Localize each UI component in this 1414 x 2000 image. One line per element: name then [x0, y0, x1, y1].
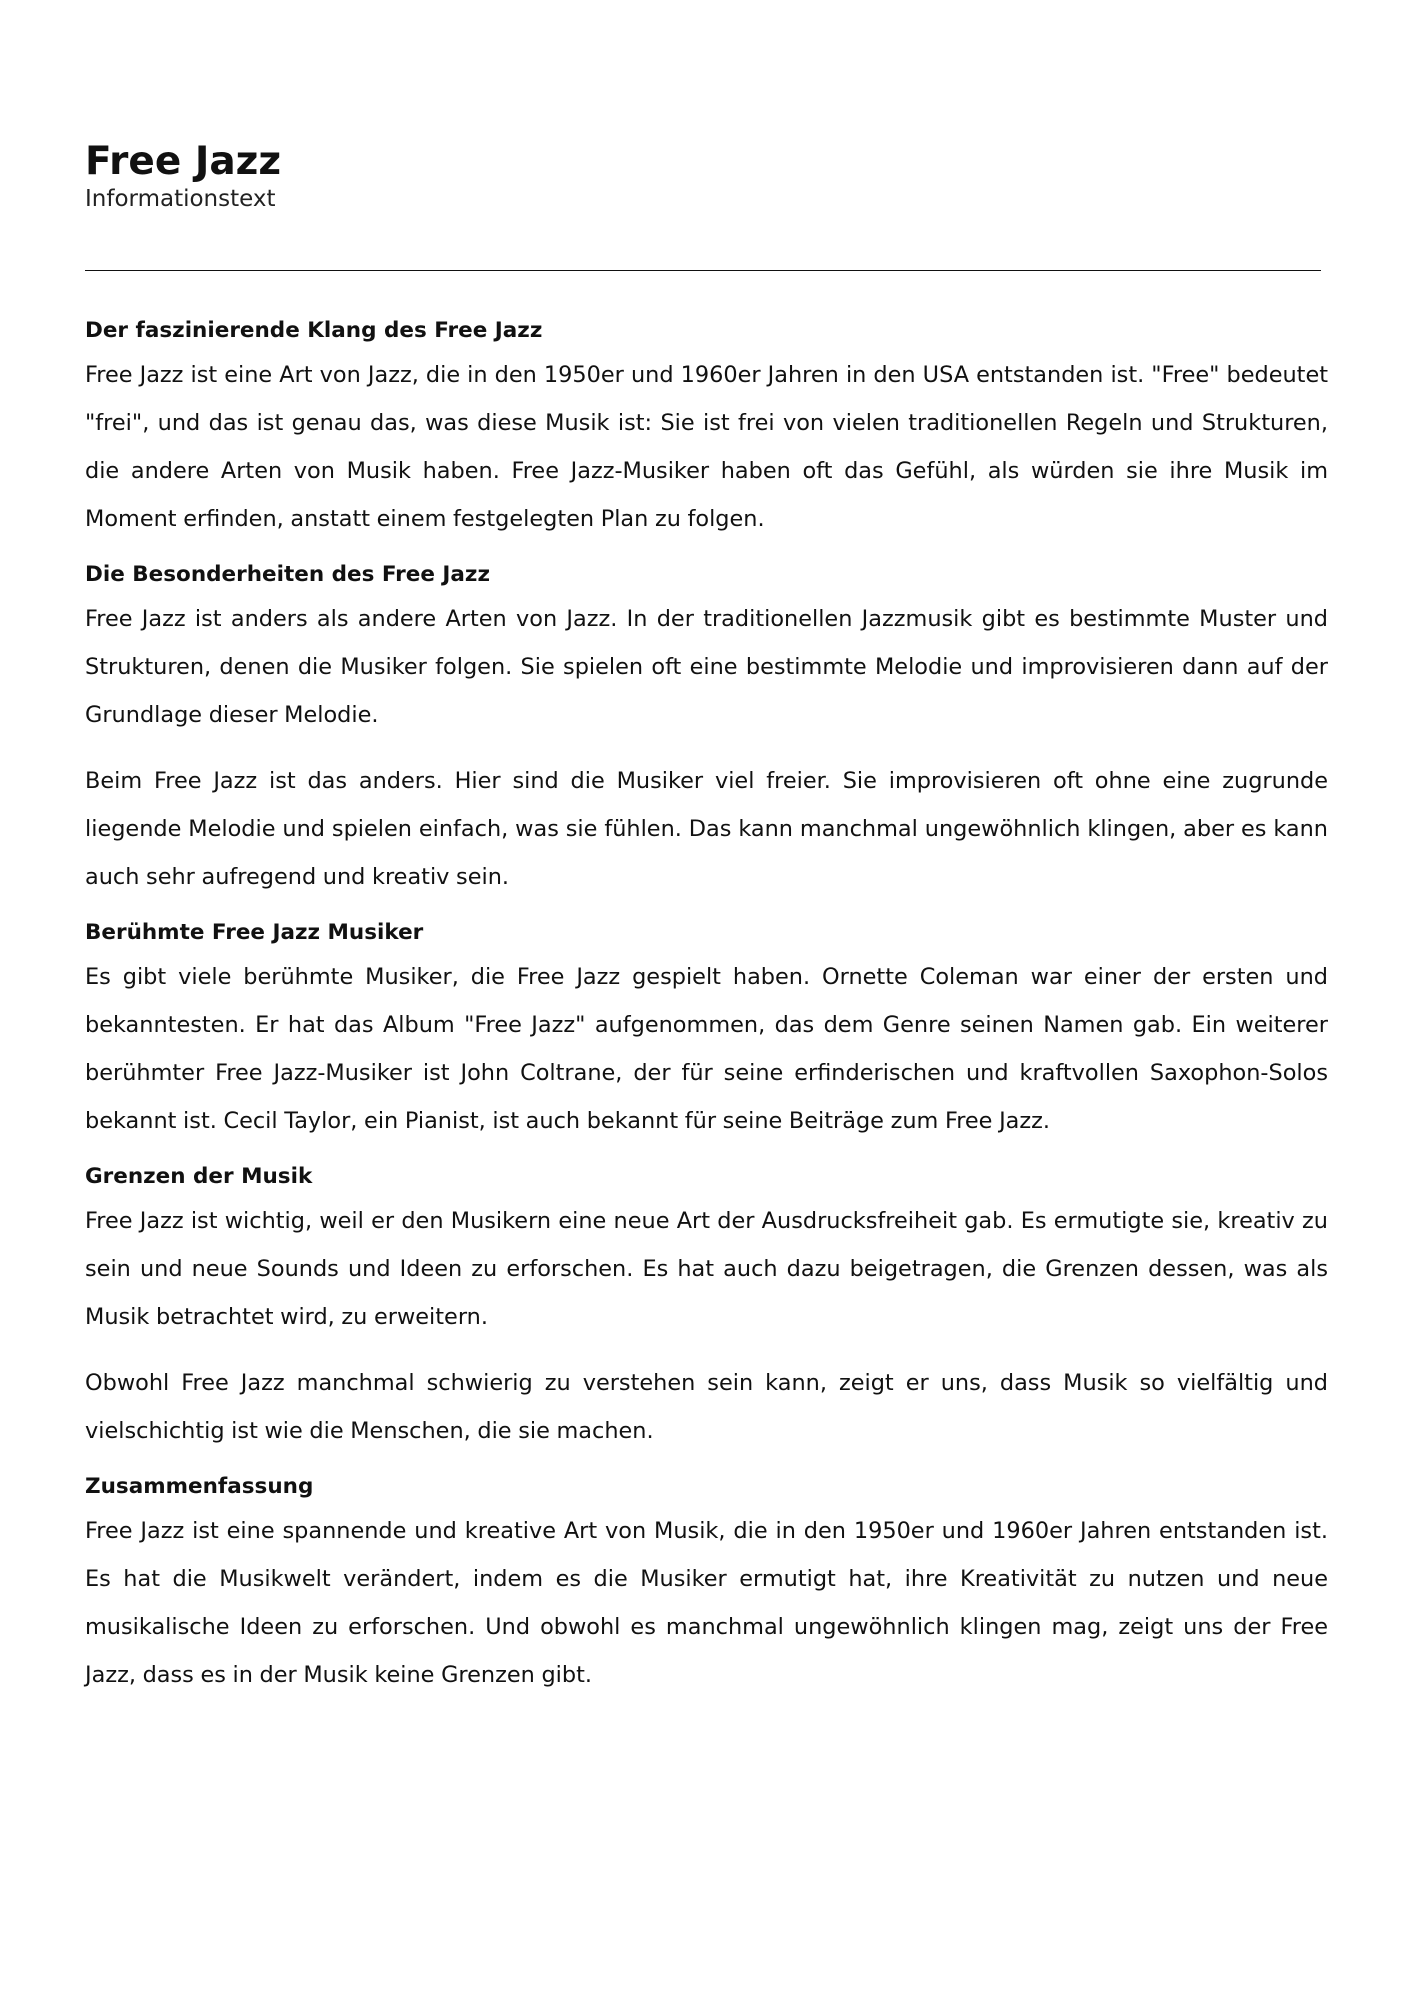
section-zusammenfassung	[85, 1473, 1328, 1699]
section-besonderheiten	[85, 561, 1328, 901]
paragraph: Free Jazz ist wichtig, weil er den Musikern eine neue Art der Ausdrucksfreiheit gab. Es ermutigte sie, kreativ zu sein und neue Sounds und Ideen zu erforschen. Es hat auch dazu beigetragen, die Grenzen dessen, was als Musik betrachtet wird, zu erweitern.	[85, 1208, 1328, 1330]
section-heading: Die Besonderheiten des Free Jazz	[85, 562, 490, 587]
section-musiker	[85, 919, 1328, 1145]
paragraph: Beim Free Jazz ist das anders. Hier sind die Musiker viel freier. Sie improvisieren oft ohne eine zugrunde liegende Melodie und spielen einfach, was sie fühlen. Das kann manchmal ungewöhnlich klingen, aber es kann auch sehr aufregend und kreativ sein.	[85, 768, 1328, 890]
paragraph: Free Jazz ist eine spannende und kreative Art von Musik, die in den 1950er und 1960er Jahren entstanden ist. Es hat die Musikwelt verändert, indem es die Musiker ermutigt hat, ihre Kreativität zu nutzen und neue musikalische Ideen zu erforschen. Und obwohl es manchmal ungewöhnlich klingen mag, zeigt uns der Free Jazz, dass es in der Musik keine Grenzen gibt.	[85, 1518, 1328, 1688]
title-divider	[85, 270, 1321, 271]
section-grenzen	[85, 1163, 1328, 1455]
paragraph: Obwohl Free Jazz manchmal schwierig zu verstehen sein kann, zeigt er uns, dass Musik so vielfältig und vielschichtig ist wie die Menschen, die sie machen.	[85, 1370, 1328, 1444]
paragraph: Es gibt viele berühmte Musiker, die Free Jazz gespielt haben. Ornette Coleman war einer der ersten und bekanntesten. Er hat das Album "Free Jazz" aufgenommen, das dem Genre seinen Namen gab. Ein weiterer berühmter Free Jazz-Musiker ist John Coltrane, der für seine erfinderischen und kraftvollen Saxophon-Solos bekannt ist. Cecil Taylor, ein Pianist, ist auch bekannt für seine Beiträge zum Free Jazz.	[85, 964, 1328, 1134]
paragraph: Free Jazz ist anders als andere Arten von Jazz. In der traditionellen Jazzmusik gibt es bestimmte Muster und Strukturen, denen die Musiker folgen. Sie spielen oft eine bestimmte Melodie und improvisieren dann auf der Grundlage dieser Melodie.	[85, 606, 1328, 728]
section-heading: Der faszinierende Klang des Free Jazz	[85, 318, 543, 343]
document-page	[85, 139, 1328, 1688]
section-heading: Zusammenfassung	[85, 1474, 314, 1499]
document-subtitle: Informationstext	[85, 186, 276, 212]
section-heading: Grenzen der Musik	[85, 1164, 313, 1189]
document-body	[85, 317, 1328, 1717]
section-heading: Berühmte Free Jazz Musiker	[85, 920, 424, 945]
section-klang	[85, 317, 1328, 543]
document-title: Free Jazz	[85, 139, 282, 184]
paragraph: Free Jazz ist eine Art von Jazz, die in den 1950er und 1960er Jahren in den USA entstanden ist. "Free" bedeutet "frei", und das ist genau das, was diese Musik ist: Sie ist frei von vielen traditionellen Regeln und Strukturen, die andere Arten von Musik haben. Free Jazz-Musiker haben oft das Gefühl, als würden sie ihre Musik im Moment erfinden, anstatt einem festgelegten Plan zu folgen.	[85, 362, 1328, 532]
